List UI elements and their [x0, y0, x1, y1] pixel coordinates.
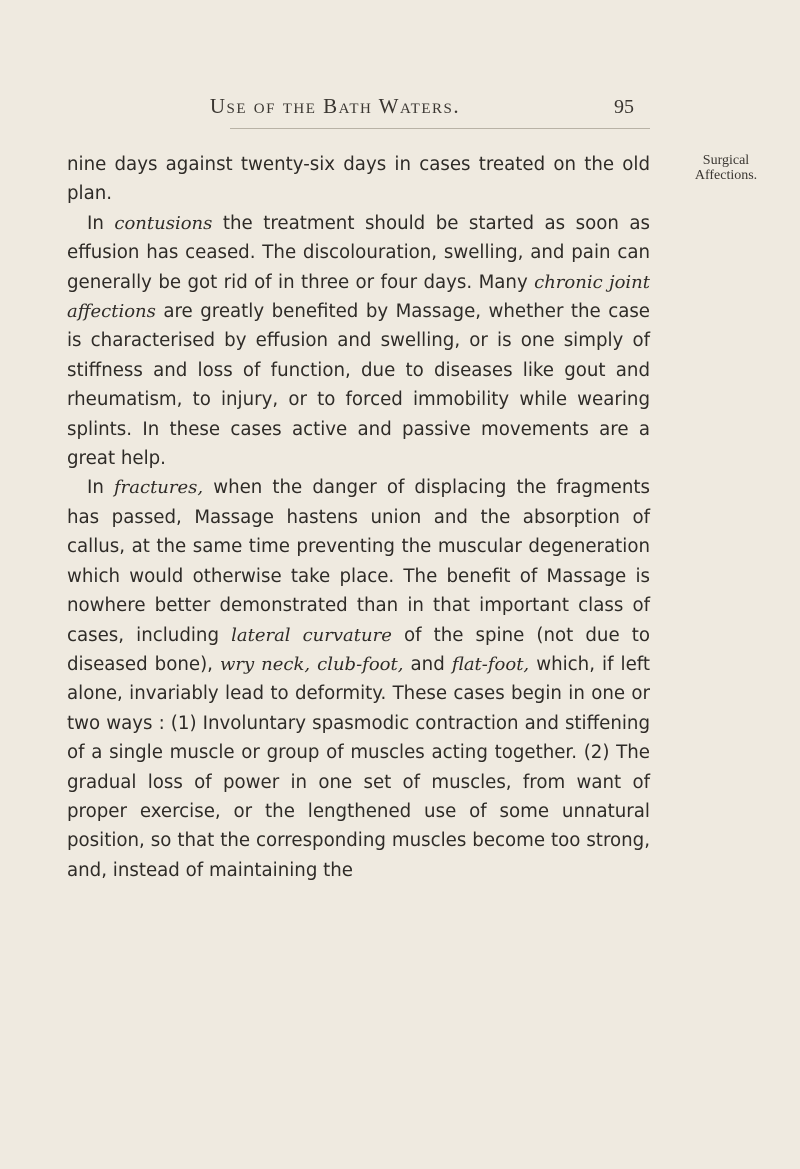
paragraph-2-emphasis-2: chronic joint affections: [67, 271, 650, 323]
paragraph-2-text-2: the treatment should be started as soon as effusion has ceased. The discolouration, swelling, and pain can generally be got rid of in three or four days. Many: [67, 212, 650, 293]
paragraph-2-emphasis-1: contusions: [114, 212, 213, 234]
page-number: 95: [614, 96, 634, 118]
header-rule: [230, 128, 650, 129]
paragraph-1: nine days against twenty-six days in cases treated on the old plan.: [67, 154, 650, 205]
paragraph-2: [67, 209, 650, 474]
body-text: [67, 150, 650, 885]
margin-note: [662, 153, 790, 183]
paragraph-2-text-3: are greatly benefited by Massage, whether the case is characterised by effusion and swelling, or is one simply of stiffness and loss of function, due to diseases like gout and rheumatism, to injury, or to forced immobility while wearing splints. In these cases active and passive movements are a great help.: [67, 301, 650, 470]
paragraph-3-text-1: In: [87, 477, 114, 499]
margin-note-line-1: Surgical: [702, 153, 750, 168]
paragraph-3-text-3: of the spine (not due to diseased bone),: [67, 624, 650, 675]
paragraph-3-text-4: and: [403, 653, 452, 675]
paragraph-3: [67, 473, 650, 885]
paragraph-3-emphasis-4: flat-foot,: [451, 653, 530, 675]
running-title: Use of the Bath Waters.: [209, 94, 461, 118]
paragraph-3-emphasis-3: wry neck, club-foot,: [220, 653, 404, 675]
paragraph-3-emphasis-2: lateral curvature: [231, 624, 392, 646]
paragraph-3-text-5: which, if left alone, invariably lead to deformity. These cases begin in one or two ways : (1) Involuntary spasmodic contraction and stiffening of a single muscle or group of muscles acting together. (2) The gradual loss of power in one set of muscles, from want of proper exercise, or the lengthened use of some unnatural position, so that the corresponding muscles become too strong, and, instead of maintaining the: [67, 653, 651, 881]
paragraph-3-emphasis-1: fractures,: [113, 477, 204, 499]
paragraph-3-text-2: when the danger of displacing the fragments has passed, Massage hastens union and the absorption of callus, at the same time preventing the muscular degeneration which would otherwise take place. The benefit of Massage is nowhere better demonstrated than in that important class of cases, including: [67, 477, 650, 646]
running-head: [0, 94, 800, 124]
paragraph-2-text-1: In: [87, 212, 115, 234]
margin-note-line-2: Affections.: [694, 168, 758, 183]
